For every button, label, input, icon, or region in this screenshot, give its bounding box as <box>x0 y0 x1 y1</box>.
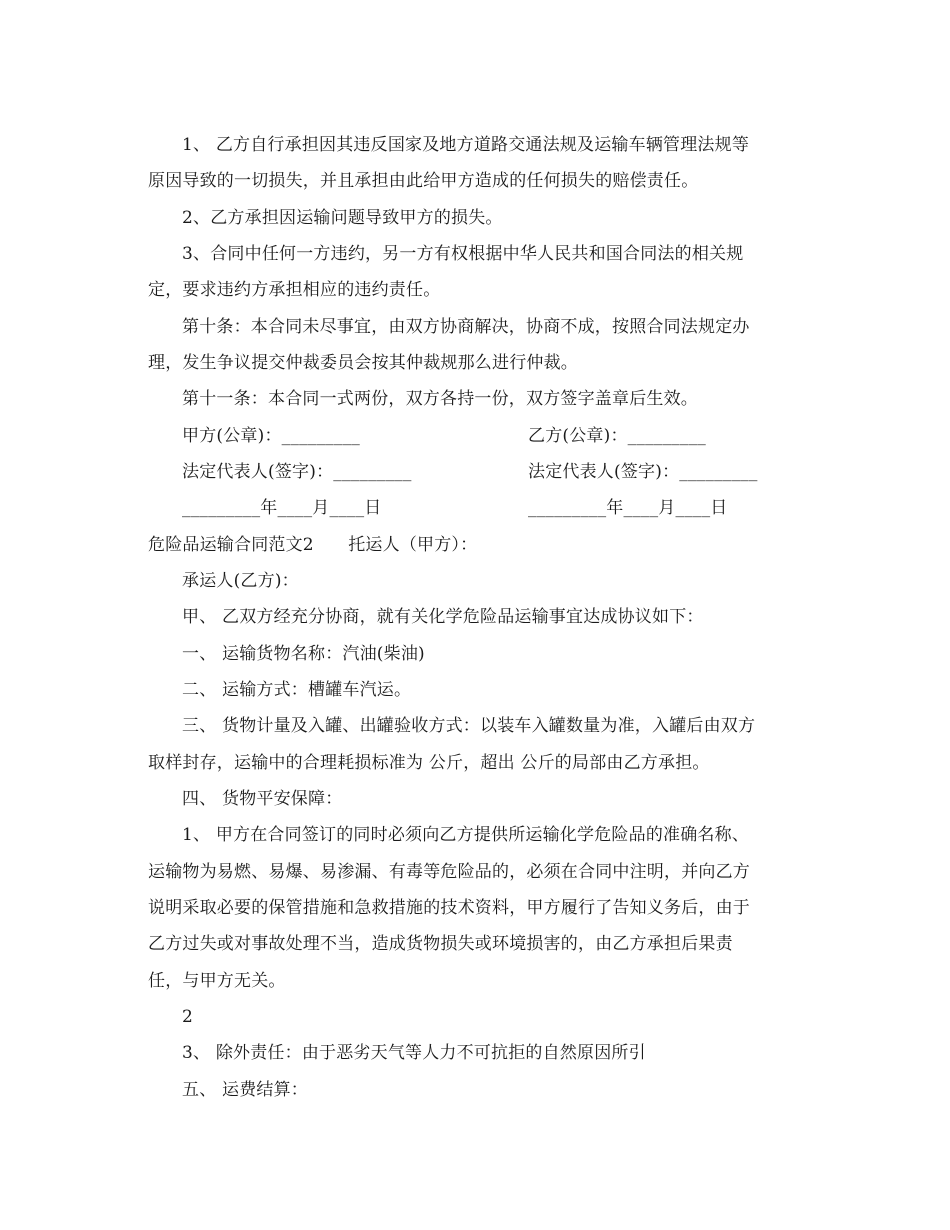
item-3-line-2: 取样封存，运输中的合理耗损标准为 公斤，超出 公斤的局部由乙方承担。 <box>148 753 710 773</box>
section-2-title: 危险品运输合同范文2 托运人（甲方）： <box>148 535 478 555</box>
party-a-representative: 法定代表人(签字)：_________ <box>182 462 412 482</box>
sub-1-line-3: 说明采取必要的保管措施和急救措施的技术资料，甲方履行了告知义务后，由于 <box>148 898 750 918</box>
paragraph-3-line-1: 3、合同中任何一方违约，另一方有权根据中华人民共和国合同法的相关规 <box>182 244 744 264</box>
sub-1-line-2: 运输物为易燃、易爆、易渗漏、有毒等危险品的，必须在合同中注明，并向乙方 <box>148 862 750 882</box>
carrier-line: 承运人(乙方)： <box>182 571 299 591</box>
agreement-intro: 甲、 乙双方经充分协商，就有关化学危险品运输事宜达成协议如下： <box>182 607 704 627</box>
paragraph-2: 2、乙方承担因运输问题导致甲方的损失。 <box>182 208 503 228</box>
article-10-line-1: 第十条：本合同未尽事宜，由双方协商解决，协商不成，按照合同法规定办 <box>182 317 750 337</box>
party-b-seal: 乙方(公章)：_________ <box>528 426 706 446</box>
sub-1-line-1: 1、 甲方在合同签订的同时必须向乙方提供所运输化学危险品的准确名称、 <box>182 825 750 845</box>
item-3-line-1: 三、 货物计量及入罐、出罐验收方式：以装车入罐数量为准，入罐后由双方 <box>182 716 756 736</box>
sub-1-line-4: 乙方过失或对事故处理不当，造成货物损失或环境损害的，由乙方承担后果责 <box>148 934 733 954</box>
party-b-representative: 法定代表人(签字)：_________ <box>528 462 758 482</box>
item-5: 五、 运费结算： <box>182 1080 309 1100</box>
sub-1-line-5: 任，与甲方无关。 <box>148 971 286 991</box>
paragraph-3-line-2: 定，要求违约方承担相应的违约责任。 <box>148 280 441 300</box>
party-a-date: _________年____月____日 <box>182 498 382 518</box>
item-1: 一、 运输货物名称：汽油(柴油) <box>182 644 425 664</box>
party-a-seal: 甲方(公章)：_________ <box>182 426 360 446</box>
article-11: 第十一条：本合同一式两份，双方各持一份，双方签字盖章后生效。 <box>182 389 698 409</box>
item-4: 四、 货物平安保障： <box>182 789 343 809</box>
page-number: 2 <box>182 1007 194 1027</box>
party-b-date: _________年____月____日 <box>528 498 728 518</box>
article-10-line-2: 理，发生争议提交仲裁委员会按其仲裁规那么进行仲裁。 <box>148 353 578 373</box>
paragraph-1-line-2: 原因导致的一切损失，并且承担由此给甲方造成的任何损失的赔偿责任。 <box>148 171 699 191</box>
item-2: 二、 运输方式：槽罐车汽运。 <box>182 680 412 700</box>
paragraph-1-line-1: 1、 乙方自行承担因其违反国家及地方道路交通法规及运输车辆管理法规等 <box>182 135 750 155</box>
sub-3: 3、 除外责任：由于恶劣天气等人力不可抗拒的自然原因所引 <box>182 1043 646 1063</box>
